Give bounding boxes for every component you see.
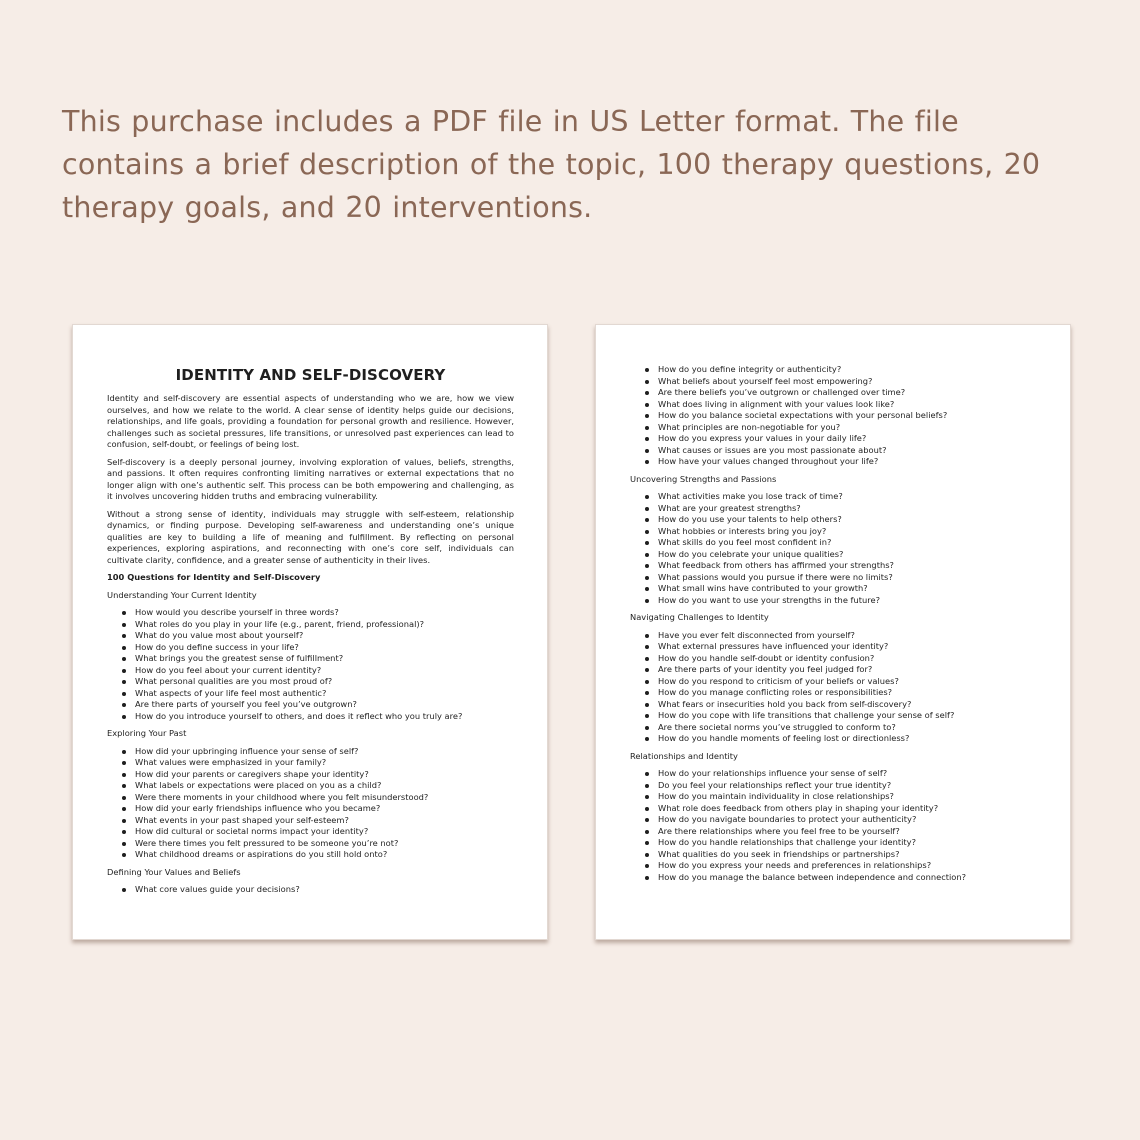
question-item: How did your upbringing influence your sense of self?: [135, 746, 514, 758]
question-item: How do you respond to criticism of your beliefs or values?: [658, 676, 1037, 688]
question-item: Were there times you felt pressured to be someone you’re not?: [135, 838, 514, 850]
question-item: How do you use your talents to help others?: [658, 514, 1037, 526]
question-item: How do you manage conflicting roles or responsibilities?: [658, 687, 1037, 699]
question-item: What brings you the greatest sense of fulfillment?: [135, 653, 514, 665]
question-item: What aspects of your life feel most authentic?: [135, 688, 514, 700]
question-item: What are your greatest strengths?: [658, 503, 1037, 515]
section-heading: Relationships and Identity: [630, 750, 738, 761]
question-item: How do you celebrate your unique qualities?: [658, 549, 1037, 561]
section-heading: Navigating Challenges to Identity: [630, 612, 769, 622]
question-item: What passions would you pursue if there were no limits?: [658, 572, 1037, 584]
question-item: What causes or issues are you most passionate about?: [658, 445, 1037, 457]
question-item: How do you manage the balance between independence and connection?: [658, 872, 1037, 884]
question-list: [107, 746, 514, 861]
question-item: How do you balance societal expectations with your personal beliefs?: [658, 410, 1037, 422]
question-item: How do you navigate boundaries to protect your authenticity?: [658, 814, 1037, 826]
page-1-content: [107, 365, 514, 902]
question-item: Are there parts of yourself you feel you’ve outgrown?: [135, 699, 514, 711]
section-heading: Understanding Your Current Identity: [107, 589, 257, 600]
question-list: [630, 630, 1037, 745]
questions-heading: 100 Questions for Identity and Self-Discovery: [107, 572, 321, 582]
question-item: How do you cope with life transitions that challenge your sense of self?: [658, 710, 1037, 722]
question-item: What beliefs about yourself feel most empowering?: [658, 376, 1037, 388]
question-item: What skills do you feel most confident in?: [658, 537, 1037, 549]
question-item: How did cultural or societal norms impact your identity?: [135, 826, 514, 838]
section-heading: Uncovering Strengths and Passions: [630, 473, 777, 484]
question-item: How do you feel about your current identity?: [135, 665, 514, 677]
question-item: How do you handle moments of feeling lost or directionless?: [658, 733, 1037, 745]
intro-paragraph-2: Self-discovery is a deeply personal journey, involving exploration of values, beliefs, strengths, and passions. It often requires confronting limiting narratives or external expectations that no longer align with one’s authentic self. This process can be both empowering and challenging, as it involves uncovering hidden truths and embracing vulnerability.: [107, 456, 514, 501]
question-list: [630, 768, 1037, 883]
question-item: How do your relationships influence your sense of self?: [658, 768, 1037, 780]
question-list: [630, 491, 1037, 606]
question-item: What external pressures have influenced your identity?: [658, 641, 1037, 653]
question-item: Have you ever felt disconnected from yourself?: [658, 630, 1037, 642]
question-item: Are there relationships where you feel free to be yourself?: [658, 826, 1037, 838]
question-item: How do you express your needs and preferences in relationships?: [658, 860, 1037, 872]
question-item: How did your parents or caregivers shape your identity?: [135, 769, 514, 781]
question-item: How do you handle relationships that challenge your identity?: [658, 837, 1037, 849]
question-item: Are there parts of your identity you feel judged for?: [658, 664, 1037, 676]
question-item: What childhood dreams or aspirations do you still hold onto?: [135, 849, 514, 861]
intro-paragraph-1: Identity and self-discovery are essential aspects of understanding who we are, how we view ourselves, and how we relate to the world. A clear sense of identity helps guide our decisions, relationships, and life goals, providing a foundation for personal growth and resilience. However, challenges such as societal pressures, life transitions, or unresolved past experiences can lead to confusion, self-doubt, or feelings of being lost.: [107, 393, 514, 449]
question-item: How do you introduce yourself to others, and does it reflect who you truly are?: [135, 711, 514, 723]
question-item: What labels or expectations were placed on you as a child?: [135, 780, 514, 792]
question-item: What principles are non-negotiable for you?: [658, 422, 1037, 434]
question-item: What hobbies or interests bring you joy?: [658, 526, 1037, 538]
page-1-question-sections: [107, 590, 514, 896]
question-item: How did your early friendships influence who you became?: [135, 803, 514, 815]
question-list: [107, 607, 514, 722]
question-item: What does living in alignment with your values look like?: [658, 399, 1037, 411]
question-item: How do you define integrity or authenticity?: [658, 364, 1037, 376]
question-item: What values were emphasized in your family?: [135, 757, 514, 769]
question-item: What core values guide your decisions?: [135, 884, 514, 896]
intro-paragraph-3: Without a strong sense of identity, individuals may struggle with self-esteem, relationship dynamics, or finding purpose. Developing self-awareness and understanding one’s unique qualities are key to building a life of meaning and fulfillment. By reflecting on personal experiences, exploring aspirations, and reconnecting with one’s core self, individuals can cultivate clarity, confidence, and a greater sense of authenticity in their lives.: [107, 508, 514, 565]
document-page-1: [72, 324, 548, 940]
page-2-content: [630, 364, 1037, 889]
document-title: IDENTITY AND SELF-DISCOVERY: [175, 366, 446, 384]
question-item: What qualities do you seek in friendships or partnerships?: [658, 849, 1037, 861]
question-item: How do you handle self-doubt or identity confusion?: [658, 653, 1037, 665]
question-item: What do you value most about yourself?: [135, 630, 514, 642]
question-item: How do you maintain individuality in close relationships?: [658, 791, 1037, 803]
page-2-question-sections: [630, 474, 1037, 884]
question-list: [107, 884, 514, 896]
question-item: What personal qualities are you most proud of?: [135, 676, 514, 688]
question-item: Are there beliefs you’ve outgrown or challenged over time?: [658, 387, 1037, 399]
section-heading: Exploring Your Past: [107, 728, 187, 738]
question-item: What feedback from others has affirmed your strengths?: [658, 560, 1037, 572]
question-item: Were there moments in your childhood where you felt misunderstood?: [135, 792, 514, 804]
question-item: How do you define success in your life?: [135, 642, 514, 654]
question-item: What fears or insecurities hold you back from self-discovery?: [658, 699, 1037, 711]
question-list-continued: [630, 364, 1037, 468]
question-item: How do you express your values in your daily life?: [658, 433, 1037, 445]
question-item: Are there societal norms you’ve struggled to conform to?: [658, 722, 1037, 734]
question-item: What roles do you play in your life (e.g., parent, friend, professional)?: [135, 619, 514, 631]
question-item: What role does feedback from others play in shaping your identity?: [658, 803, 1037, 815]
question-item: How would you describe yourself in three words?: [135, 607, 514, 619]
question-item: What small wins have contributed to your growth?: [658, 583, 1037, 595]
product-description: This purchase includes a PDF file in US Letter format. The file contains a brief description of the topic, 100 therapy questions, 20 therapy goals, and 20 interventions.: [62, 105, 1041, 224]
question-item: What events in your past shaped your self-esteem?: [135, 815, 514, 827]
question-item: What activities make you lose track of time?: [658, 491, 1037, 503]
question-item: Do you feel your relationships reflect your true identity?: [658, 780, 1037, 792]
question-item: How have your values changed throughout your life?: [658, 456, 1037, 468]
section-heading: Defining Your Values and Beliefs: [107, 866, 241, 877]
document-page-2: [595, 324, 1071, 940]
question-item: How do you want to use your strengths in the future?: [658, 595, 1037, 607]
